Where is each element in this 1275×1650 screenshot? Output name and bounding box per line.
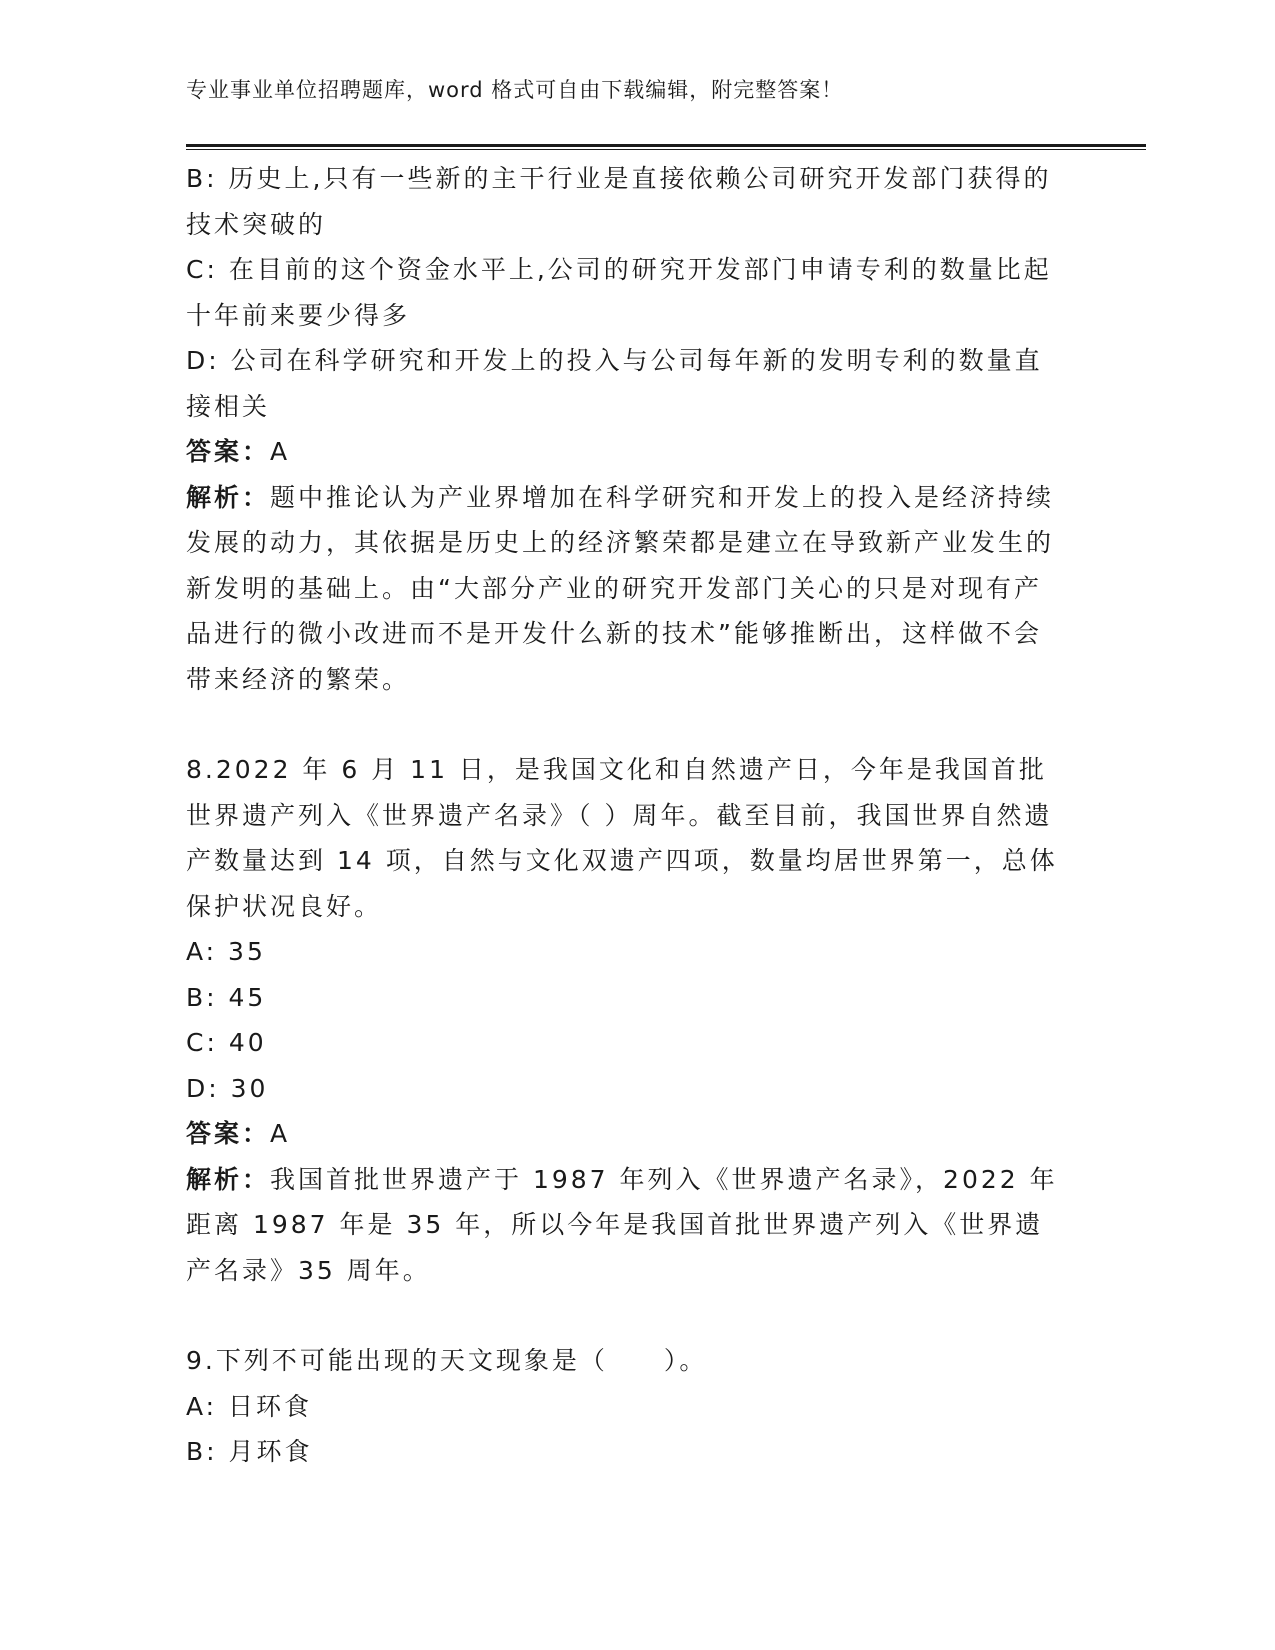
q9-option-b: B: 月环食 [186, 1437, 313, 1466]
q8-option-b: B: 45 [186, 982, 267, 1012]
spacer [186, 702, 1066, 747]
q9-question: 9.下列不可能出现的天文现象是（ ）。 [186, 1346, 708, 1375]
q8-option-a: A: 35 [186, 937, 266, 966]
analysis-label: 解析： [186, 482, 271, 512]
header-rule-thick [186, 144, 1146, 147]
q7-option-d: D: 公司在科学研究和开发上的投入与公司每年新的发明专利的数量直接相关 [186, 346, 1043, 421]
q8-option-d: D: 30 [186, 1073, 269, 1103]
analysis-text: 我国首批世界遗产于 1987 年列入《世界遗产名录》，2022 年距离 1987 年是 35 年，所以今年是我国首批世界遗产列入《世界遗产名录》35 周年。 [186, 1164, 1058, 1285]
q7-analysis [186, 475, 1066, 703]
q8-question: 8.2022 年 6 月 11 日，是我国文化和自然遗产日，今年是我国首批世界遗产列入《世界遗产名录》（ ）周年。截至目前，我国世界自然遗产数量达到 14 项，自然与文化双遗产四项，数量均居世界第一，总体保护状况良好。 [186, 755, 1058, 921]
q7-option-b: B: 历史上,只有一些新的主干行业是直接依赖公司研究开发部门获得的技术突破的 [186, 164, 1052, 239]
q8-answer [186, 1111, 1066, 1157]
header-rule-thin [186, 149, 1146, 150]
q8-option-c: C: 40 [186, 1028, 267, 1057]
document-body [186, 156, 1066, 1475]
spacer [186, 1293, 1066, 1338]
answer-label: 答案： [186, 437, 271, 466]
q9-option-a: A: 日环食 [186, 1391, 313, 1421]
answer-value: A [270, 1119, 291, 1148]
analysis-label: 解析： [186, 1164, 271, 1194]
analysis-text: 题中推论认为产业界增加在科学研究和开发上的投入是经济持续发展的动力，其依据是历史上的经济繁荣都是建立在导致新产业发生的新发明的基础上。由“大部分产业的研究开发部门关心的只是对现有产品进行的微小改进而不是开发什么新的技术”能够推断出，这样做不会带来经济的繁荣。 [186, 482, 1055, 694]
q7-answer [186, 429, 1066, 475]
answer-value: A [270, 437, 291, 466]
q8-analysis [186, 1157, 1066, 1294]
q7-option-c: C: 在目前的这个资金水平上,公司的研究开发部门申请专利的数量比起十年前来要少得多 [186, 255, 1052, 330]
page-header: 专业事业单位招聘题库，word 格式可自由下载编辑，附完整答案！ [186, 78, 844, 102]
answer-label: 答案： [186, 1119, 271, 1148]
